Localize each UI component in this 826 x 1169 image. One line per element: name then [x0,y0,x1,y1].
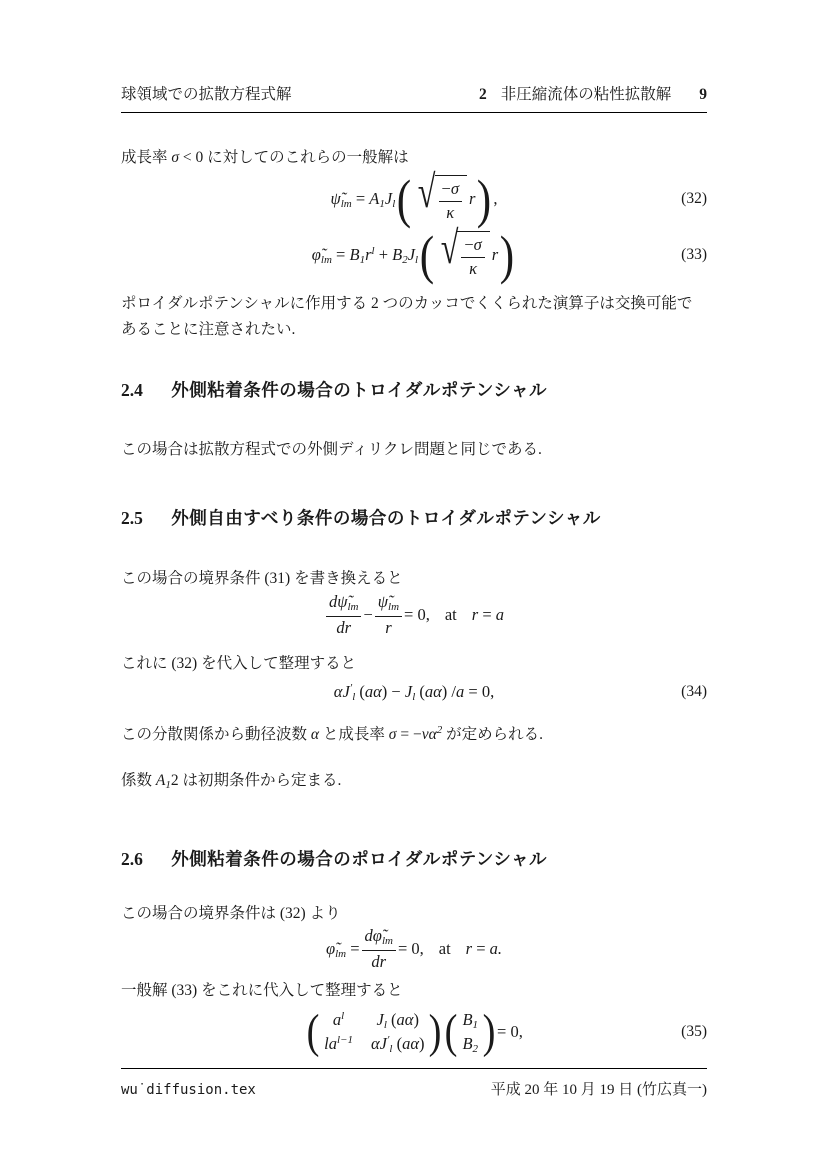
section-number: 2.6 [121,849,143,869]
eq32-sqrt [414,165,467,223]
section-title: 外側粘着条件の場合のポロイダルポテンシャル [171,849,548,869]
left-paren-icon: ( [445,1005,458,1058]
right-paren-icon: ) [429,1005,442,1058]
equation-tag: (34) [681,683,707,700]
equation-unnumbered-phi-bc: φ̃lm = $\frac{d\varphĩlm}{dr}$ = 0, at r = a. [325,925,503,971]
equation-tag: (32) [681,190,707,207]
radical-icon: √ [440,221,459,273]
equation-34 [121,677,707,707]
eq32-fraction: $\frac{-\sigma}{\kappa}$ [439,179,462,223]
left-paren-icon: ( [306,1005,320,1058]
section-heading-2-6 [121,846,707,871]
eq33-fraction: $\frac{-\sigma}{\kappa}$ [461,235,484,279]
matrix-2x2: $a^l$ Jl (aα) $la^{l-1}$ αJ′l (aα) [324,1009,425,1055]
fraction: $\frac{d\psĩlm}{dr}$ [326,592,362,638]
right-paren-icon: ) [500,225,515,285]
fraction: $\frac{d\varphĩlm}{dr}$ [362,926,396,972]
equation-33 [121,221,707,285]
eq33-sqrt [437,221,490,279]
left-paren-icon: ( [397,169,412,229]
right-paren-icon: ) [482,1005,496,1058]
fraction: $\frac{\psĩlm}{r}$ [375,592,402,638]
footer-filename: wu˙diffusion.tex [121,1082,256,1098]
radical-icon: √ [418,165,436,217]
page-footer [121,1068,707,1099]
left-paren-icon: ( [419,225,435,285]
eq33-arg: r [491,245,499,264]
paragraph-dirichlet-same: この場合は拡散方程式での外側ディリクレ問題と同じである. [121,441,542,458]
equation-tag: (35) [681,1023,707,1040]
paragraph-coefficient: 係数 A12 は初期条件から定まる. [121,772,342,791]
section-title: 外側自由すべり条件の場合のトロイダルポテンシャル [171,508,601,528]
eq34-body: αJ′l (aα) − Jl (aα) /a = 0, [333,681,495,703]
running-header [121,82,707,113]
header-left-title: 球領域での拡散方程式解 [121,86,292,103]
paragraph-boundary-31: この場合の境界条件 (31) を書き換えると [121,570,403,587]
eq32-lhs: ψ̃lm = A1Jl [330,188,396,210]
header-section-number: 2 [478,86,487,103]
footer-date: 平成 20 年 10 月 19 日 (竹広真一) [490,1082,707,1098]
section-heading-2-5 [121,505,707,530]
right-paren-icon: ) [477,169,492,229]
eq33-lhs: φ̃lm = $B1r^l + B2Jl$ [311,244,419,266]
paragraph-substitute-32: これに (32) を代入して整理すると [121,655,357,672]
section-number: 2.5 [121,508,143,528]
paragraph-general-solution-33: 一般解 (33) をこれに代入して整理すると [121,982,403,999]
header-section-title: 非圧縮流体の粘性拡散解 [500,86,672,103]
section-heading-2-4 [121,377,707,402]
paragraph-dispersion: この分散関係から動径波数 α と成長率 $\sigma = -\nu\alpha^2$ が定められる. [121,724,543,743]
paragraph-operator-note: ポロイダルポテンシャルに作用する 2 つのカッコでくくられた演算子は交換可能であることに注意されたい. [121,295,693,338]
paragraph-boundary-32: この場合の境界条件は (32) より [121,905,341,922]
equation-tag: (33) [681,246,707,263]
column-vector: B1 B2 [462,1009,479,1055]
equation-unnumbered-bc: $\frac{d\psĩlm}{dr}$ − $\frac{\psĩlm}{r}$ = 0, at r = a [121,592,707,638]
page-number: 9 [699,86,707,103]
equation-35: ( $a^l$ Jl (aα) $la^{l-1}$ αJ′l (aα) ) ( B1 B2 ) = 0, (35) [306,1005,707,1058]
paragraph-growth-rate: 成長率 σ < 0 に対してのこれらの一般解は [121,149,409,166]
section-title: 外側粘着条件の場合のトロイダルポテンシャル [171,380,548,400]
eq32-trail: , [493,189,498,208]
eq32-arg: r [468,189,476,208]
equation-32 [121,165,707,229]
section-number: 2.4 [121,380,143,400]
